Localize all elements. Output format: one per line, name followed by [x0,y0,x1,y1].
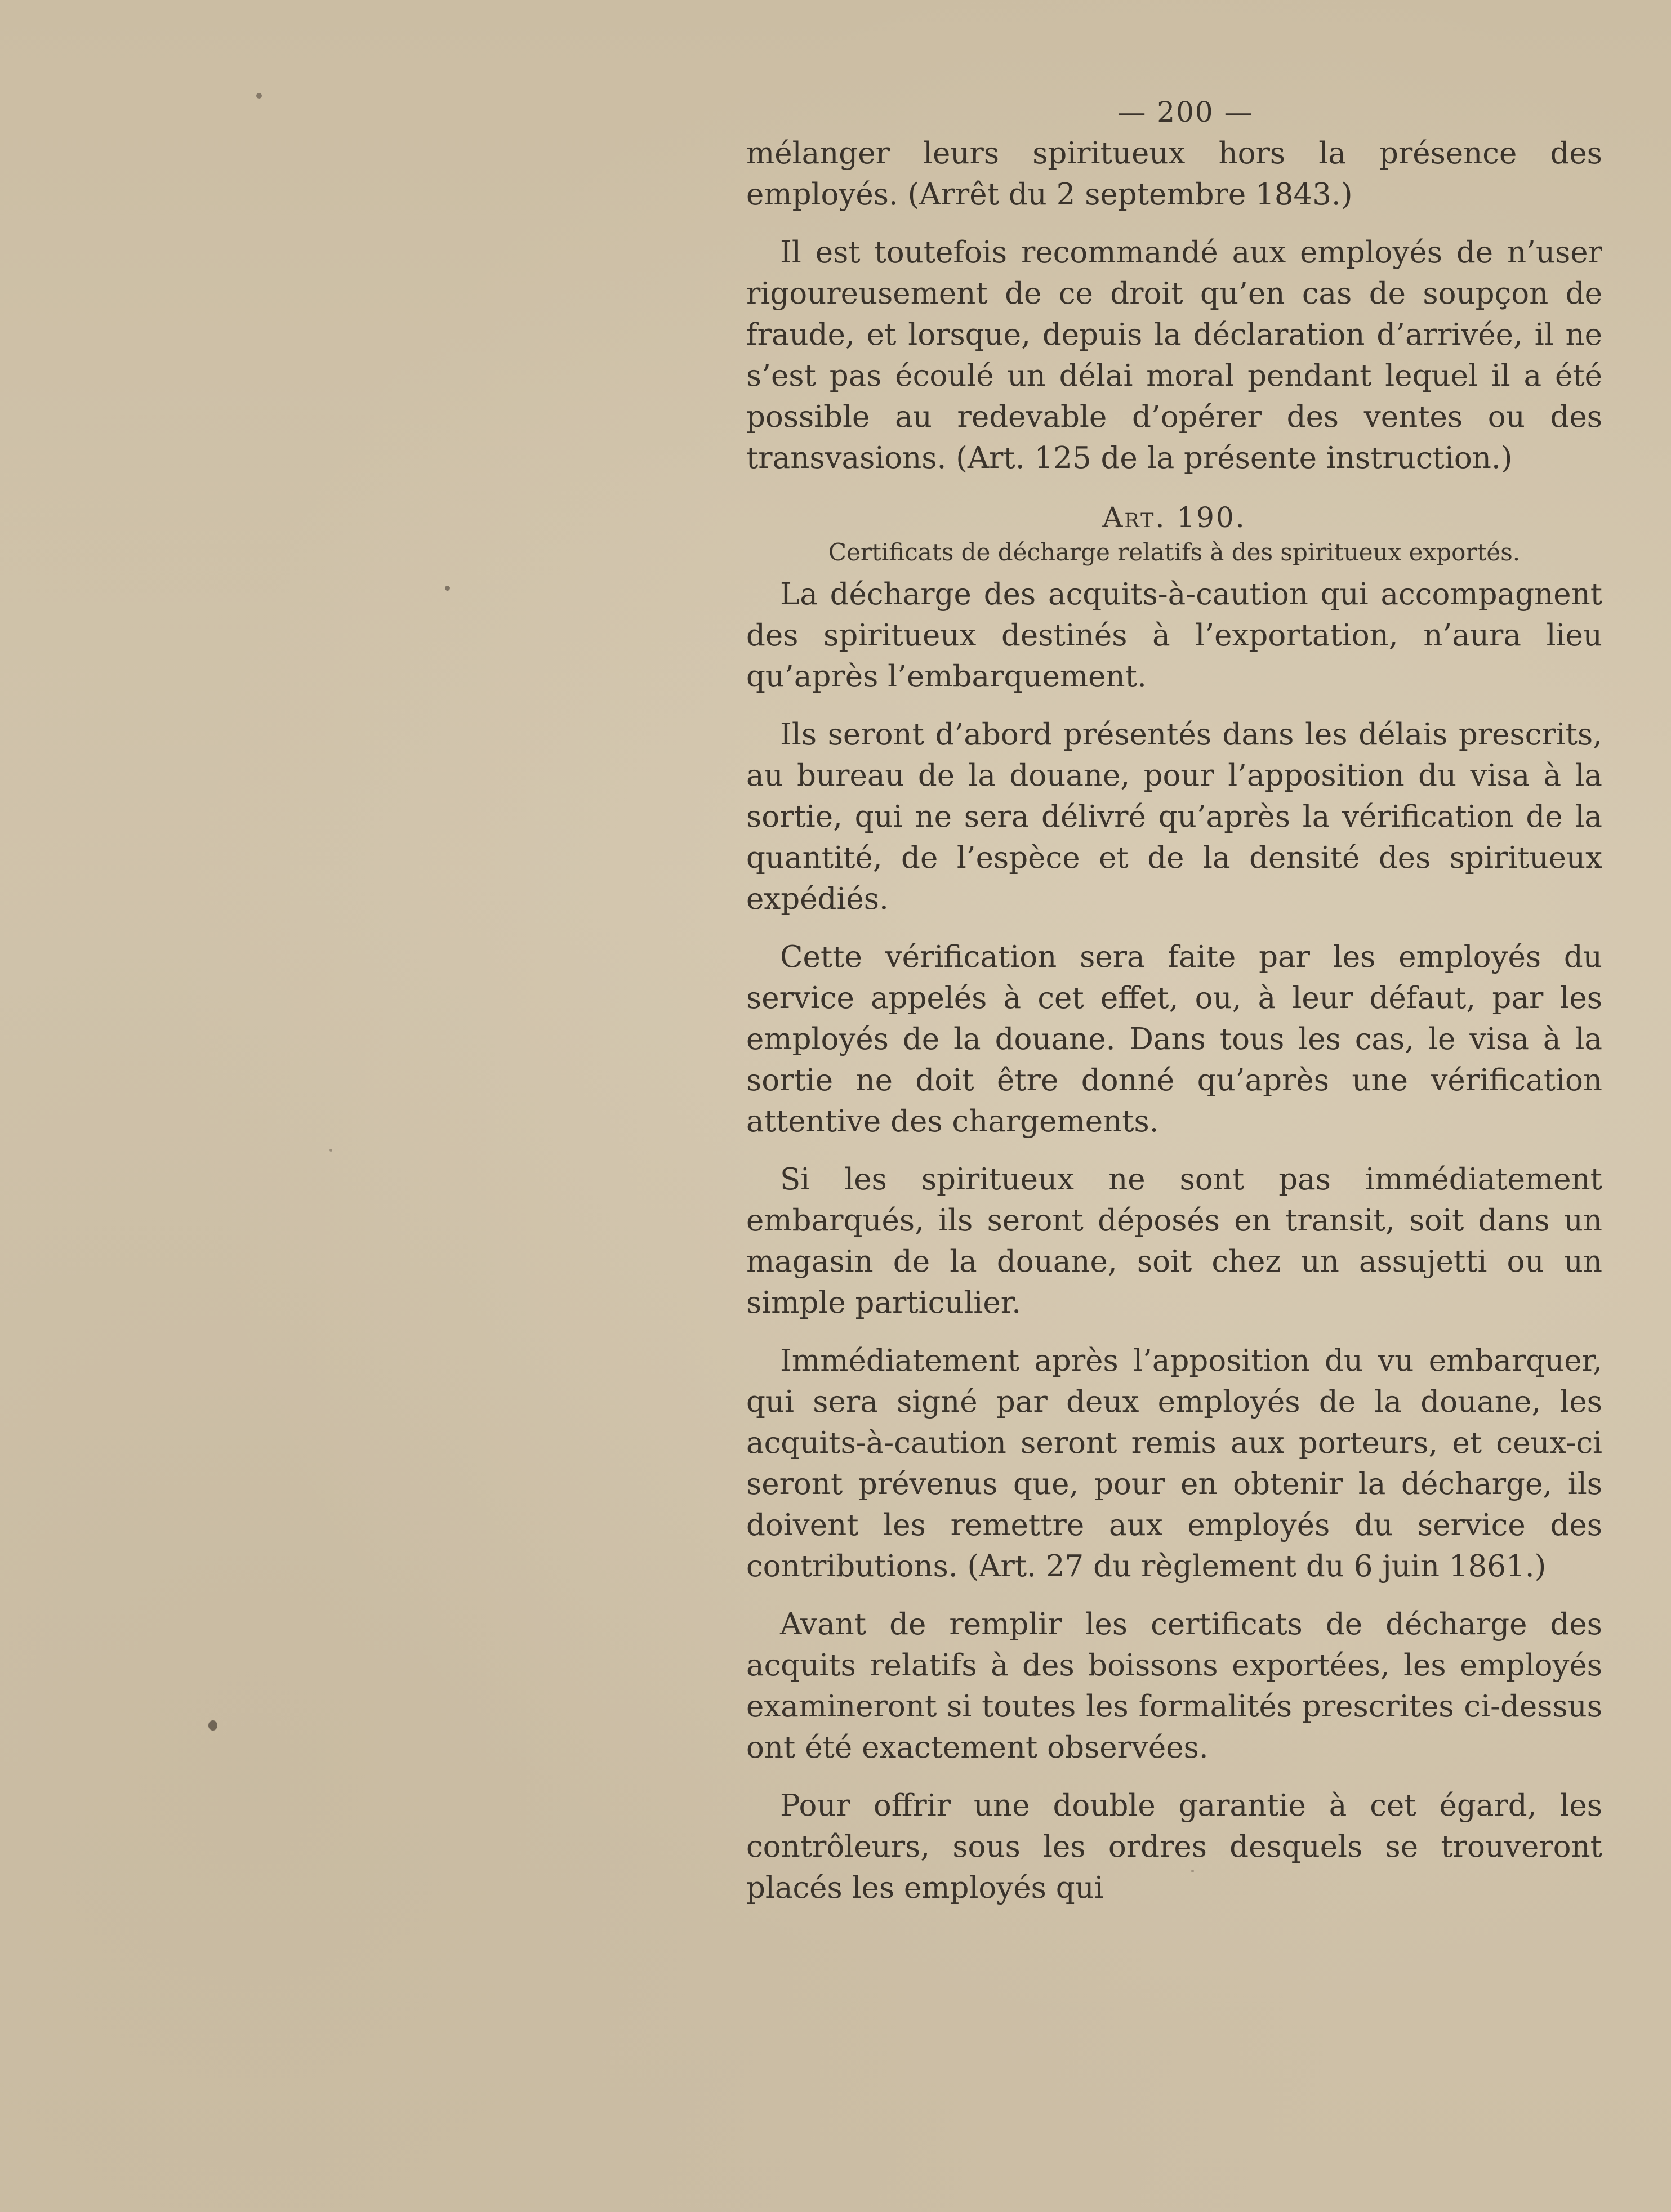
paragraph: Cette vérification sera faite par les employés du service appelés à cet effet, ou, à leur défaut, par les employés de la douane. Dans tous les cas, le visa à la sortie ne doit être donné qu’après une vérification attentive des chargements. [746,940,1602,1139]
paper-speck [329,1149,332,1152]
article-subtitle: Certificats de décharge relatifs à des spiritueux exportés. [828,538,1521,566]
paragraph: La décharge des acquits-à-caution qui accompagnent des spiritueux destinés à l’exportation, n’aura lieu qu’après l’embarquement. [746,577,1602,694]
paragraph: Immédiatement après l’apposition du vu embarquer, qui sera signé par deux employés de la douane, les acquits-à-caution seront remis aux porteurs, et ceux-ci seront prévenus que, pour en obtenir la décharge, ils doivent les remettre aux employés du service des contributions. (Art. 27 du règlement du 6 juin 1861.) [746,1344,1602,1584]
article-label: Art. [1102,501,1166,534]
paragraph: Ils seront d’abord présentés dans les délais prescrits, au bureau de la douane, pour l’apposition du visa à la sortie, qui ne sera délivré qu’après la vérification de la quantité, de l’espèce et de la densité des spiritueux expédiés. [746,717,1602,916]
article-heading [746,501,1602,534]
paragraph: mélanger leurs spiritueux hors la présence des employés. (Arrêt du 2 septembre 1843.) [746,136,1602,212]
paragraph: Si les spiritueux ne sont pas immédiatement embarqués, ils seront déposés en transit, soit dans un magasin de la douane, soit chez un assujetti ou un simple particulier. [746,1162,1602,1320]
page-number: — 200 — [1117,96,1254,128]
page-text [746,96,1602,1925]
paper-speck [445,586,450,591]
article-number: 190. [1177,501,1246,534]
paper-speck [208,1720,217,1731]
paragraph: Pour offrir une double garantie à cet égard, les contrôleurs, sous les ordres desquels se trouveront placés les employés qui [746,1789,1602,1905]
paragraph: Avant de remplir les certificats de décharge des acquits relatifs à des boissons exportées, les employés examineront si toutes les formalités prescrites ci-dessus ont été exactement observées. [746,1607,1602,1765]
paragraph: Il est toutefois recommandé aux employés de n’user rigoureusement de ce droit qu’en cas de soupçon de fraude, et lorsque, depuis la déclaration d’arrivée, il ne s’est pas écoulé un délai moral pendant lequel il a été possible au redevable d’opérer des ventes ou des transvasions. (Art. 125 de la présente instruction.) [746,235,1602,475]
paper-speck [256,93,262,99]
